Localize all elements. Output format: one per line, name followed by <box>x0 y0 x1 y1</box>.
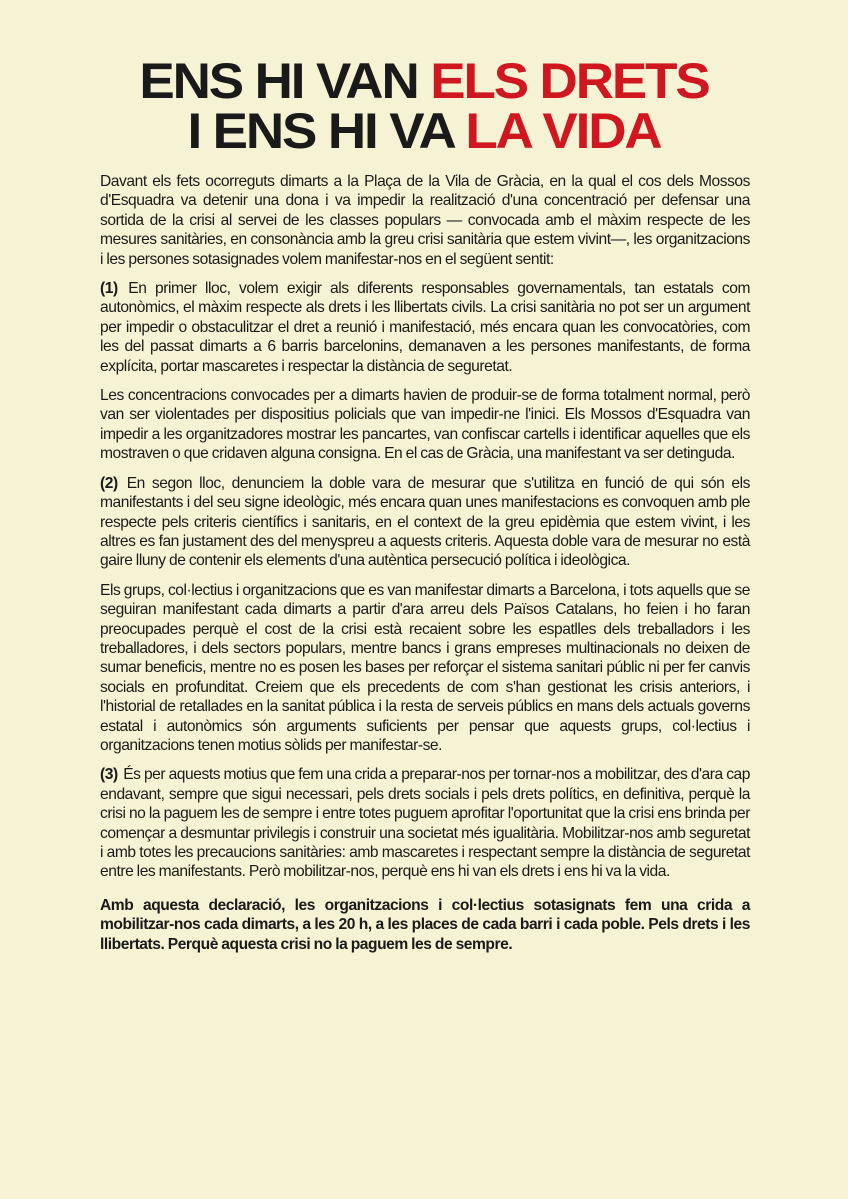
point-1-text: En primer lloc, volem exigir als diferents responsables governamentals, tan estatals com autonòmics, el màxim respecte als drets i les llibertats civils. La crisi sanitària no pot ser un argument per impedir o obstaculitzar el dret a reunió i manifestació, més encara quan les convocatòries, com les del passat dimarts a 6 barris barcelonins, demanaven a les persones manifestants, de forma explícita, portar mascaretes i respectar la distància de seguretat. <box>100 280 750 375</box>
title-line-1 <box>0 53 848 109</box>
title-line-2-dark: I ENS HI VA <box>187 103 466 159</box>
title-line-2 <box>0 103 848 159</box>
point-2-continuation: Els grups, col·lectius i organitzacions que es van manifestar dimarts a Barcelona, i tots aquells que se seguiran manifestant cada dimarts a partir d'ara arreu dels Països Catalans, ho feien i ho faran preocupades perquè el cost de la crisi està recaient sobre les espatlles dels treballadors i les treballadores, i dels sectors populars, mentre bancs i grans empreses multinacionals no deixen de sumar beneficis, mentre no es posen les bases per reforçar el sistema sanitari públic ni per fer canvis socials en profunditat. Creiem que els precedents de com s'han gestionat les crisis anteriors, i l'historial de retallades en la sanitat pública i la resta de serveis públics en mans dels actuals governs estatal i autonòmics són arguments suficients per pensar que aquests grups, col·lectius i organitzacions tenen motius sòlids per manifestar-se. <box>100 581 750 754</box>
statement-body <box>100 172 750 964</box>
point-2-paragraph <box>100 474 750 571</box>
point-3-paragraph <box>100 765 750 881</box>
point-1-number: (1) <box>100 280 118 298</box>
point-2-number: (2) <box>100 474 118 492</box>
point-1-paragraph <box>100 279 750 376</box>
title-line-2-red: LA VIDA <box>465 103 661 159</box>
point-3-number: (3) <box>100 766 118 784</box>
intro-paragraph: Davant els fets ocorreguts dimarts a la Plaça de la Vila de Gràcia, en la qual el cos dels Mossos d'Esquadra va detenir una dona i va impedir la realització d'una concentració per defensar una sortida de la crisi al servei de les classes populars — convocada amb el màxim respecte de les mesures sanitàries, en consonància amb la greu crisi sanitària que estem vivint—, les organitzacions i les persones sotasignades volem manifestar-nos en el següent sentit: <box>100 173 750 268</box>
point-2-text: En segon lloc, denunciem la doble vara de mesurar que s'utilitza en funció de qui són els manifestants i del seu signe ideològic, més encara quan unes manifestacions es convoquen amb ple respecte pels criteris científics i sanitaris, en el context de la greu epidèmia que estem vivint, i les altres es fan justament des del menyspreu a aquests criteris. Aquesta doble vara de mesurar no està gaire lluny de contenir els elements d'una autèntica persecució política i ideològica. <box>100 474 750 570</box>
point-1-continuation: Les concentracions convocades per a dimarts havien de produir-se de forma totalment normal, però van ser violentades per dispositius policials que van impedir-ne l'inici. Els Mossos d'Esquadra van impedir a les organitzadores mostrar les pancartes, van confiscar cartells i identificar aquelles que els mostraven o que cridaven alguna consigna. En el cas de Gràcia, una manifestant va ser detinguda. <box>100 387 750 463</box>
point-3-text: És per aquests motius que fem una crida a preparar-nos per tornar-nos a mobilitzar, des d'ara cap endavant, sempre que sigui necessari, pels drets socials i pels drets polítics, en definitiva, perquè la crisi no la paguem les de sempre i entre totes puguem aprofitar l'oportunitat que la crisi ens brinda per començar a desmuntar privilegis i construir una societat més igualitària. Mobilitzar-nos amb seguretat i amb totes les precaucions sanitàries: amb mascaretes i respectant sempre la distància de seguretat entre les manifestants. Però mobilitzar-nos, perquè ens hi van els drets i ens hi va la vida. <box>100 766 750 881</box>
title-line-1-dark: ENS HI VAN <box>139 53 431 109</box>
page-title <box>0 53 848 159</box>
title-line-1-red: ELS DRETS <box>430 53 709 109</box>
closing-paragraph: Amb aquesta declaració, les organitzacions i col·lectius sotasignats fem una crida a mobilitzar-nos cada dimarts, a les 20 h, a les places de cada barri i cada poble. Pels drets i les llibertats. Perquè aquesta crisi no la paguem les de sempre. <box>100 896 750 953</box>
